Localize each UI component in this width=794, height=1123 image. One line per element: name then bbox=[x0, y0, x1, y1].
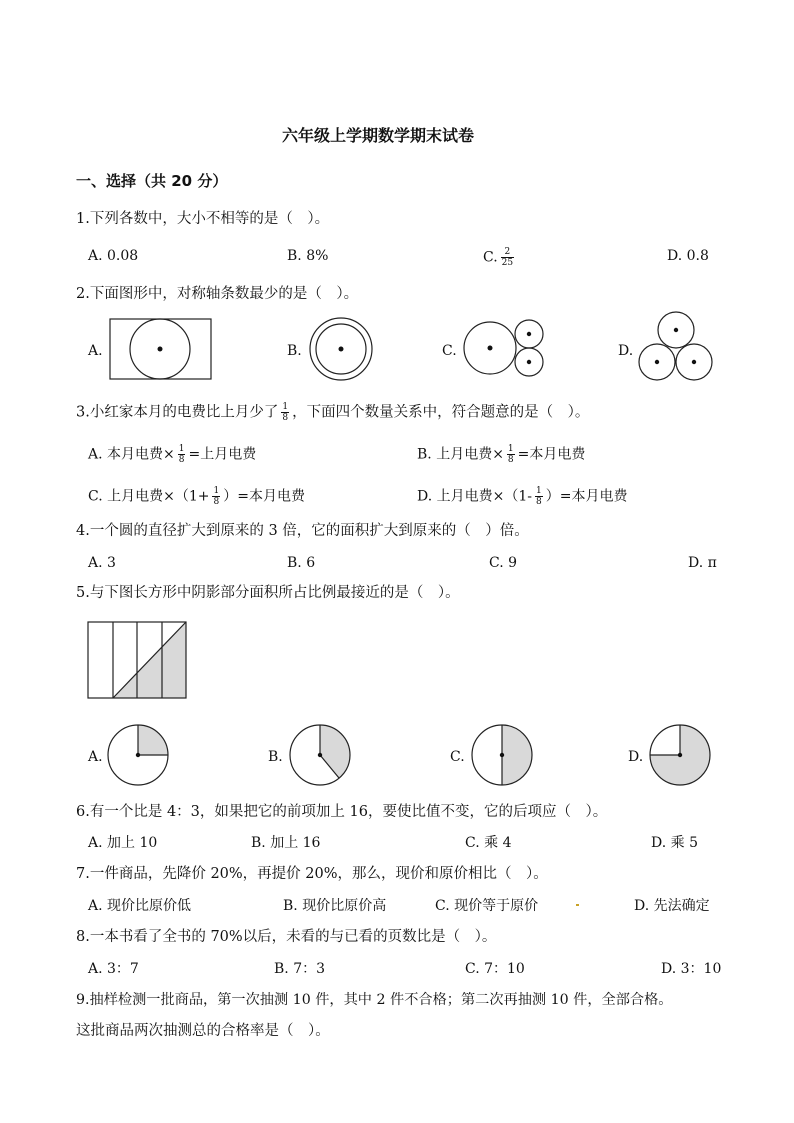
q3-text-post: ，下面四个数量关系中，符合题意的是（ ）。 bbox=[292, 404, 590, 421]
q6-option-d[interactable]: D. 乘 5 bbox=[651, 835, 698, 851]
question-4: 4.一个圆的直径扩大到原来的 3 倍，它的面积扩大到原来的（ ）倍。 bbox=[76, 523, 529, 539]
q7-option-a[interactable]: A. 现价比原价低 bbox=[88, 898, 192, 914]
q6-option-c[interactable]: C. 乘 4 bbox=[465, 835, 512, 851]
fraction: $\frac{1}{8}$ bbox=[536, 486, 542, 507]
q3-d-pre: D. 上月电费×（1- bbox=[417, 488, 532, 505]
q4-option-c[interactable]: C. 9 bbox=[489, 555, 518, 571]
q7-option-b[interactable]: B. 现价比原价高 bbox=[283, 898, 387, 914]
fraction: $\frac{1}{8}$ bbox=[213, 486, 220, 507]
q1-option-b[interactable]: B. 8% bbox=[287, 248, 329, 264]
q4-option-d[interactable]: D. π bbox=[688, 555, 717, 571]
q1-option-a[interactable]: A. 0.08 bbox=[88, 248, 139, 264]
q3-b-post: =本月电费 bbox=[517, 446, 586, 463]
fraction: $\frac{1}{8}$ bbox=[507, 444, 514, 465]
q2-option-a[interactable]: A. bbox=[88, 343, 103, 359]
question-8: 8.一本书看了全书的 70%以后，未看的与已看的页数比是（ ）。 bbox=[76, 929, 497, 945]
question-9-line-1: 9.抽样检测一批商品，第一次抽测 10 件，其中 2 件不合格；第二次再抽测 10 件，全部合格。 bbox=[76, 992, 673, 1008]
q4-option-a[interactable]: A. 3 bbox=[88, 555, 116, 571]
q4-option-b[interactable]: B. 6 bbox=[287, 555, 316, 571]
q7-option-c[interactable]: C. 现价等于原价 bbox=[435, 898, 539, 914]
fraction: $\frac{1}{8}$ bbox=[282, 402, 289, 423]
q8-option-d[interactable]: D. 3：10 bbox=[661, 961, 722, 977]
q2-option-d[interactable]: D. bbox=[618, 343, 634, 359]
q3-c-pre: C. 上月电费×（1+ bbox=[88, 488, 210, 505]
fraction: $\frac{1}{8}$ bbox=[178, 444, 185, 465]
q2-option-c[interactable]: C. bbox=[442, 343, 457, 359]
q1-option-d[interactable]: D. 0.8 bbox=[667, 248, 709, 264]
q3-c-post: ）=本月电费 bbox=[223, 488, 305, 505]
stray-mark bbox=[576, 904, 579, 906]
question-1: 1.下列各数中，大小不相等的是（ ）。 bbox=[76, 211, 330, 227]
q3-d-post: ）=本月电费 bbox=[545, 488, 628, 505]
q8-option-c[interactable]: C. 7：10 bbox=[465, 961, 525, 977]
question-9-line-2: 这批商品两次抽测总的合格率是（ ）。 bbox=[76, 1023, 330, 1039]
q6-option-b[interactable]: B. 加上 16 bbox=[251, 835, 321, 851]
fraction: $\frac{2}{25}$ bbox=[501, 247, 514, 268]
question-5: 5.与下图长方形中阴影部分面积所占比例最接近的是（ ）。 bbox=[76, 585, 460, 601]
q5-option-c[interactable]: C. bbox=[450, 749, 465, 765]
q3-text-pre: 3.小红家本月的电费比上月少了 bbox=[76, 404, 279, 421]
q7-option-d[interactable]: D. 先法确定 bbox=[634, 898, 710, 914]
q8-option-b[interactable]: B. 7：3 bbox=[274, 961, 326, 977]
question-6: 6.有一个比是 4：3，如果把它的前项加上 16，要使比值不变，它的后项应（ ）。 bbox=[76, 804, 608, 820]
q5-option-b[interactable]: B. bbox=[268, 749, 283, 765]
question-2: 2.下面图形中，对称轴条数最少的是（ ）。 bbox=[76, 286, 359, 302]
question-7: 7.一件商品，先降价 20%，再提价 20%，那么，现价和原价相比（ ）。 bbox=[76, 866, 548, 882]
q8-option-a[interactable]: A. 3：7 bbox=[88, 961, 139, 977]
section-heading: 一、选择（共 20 分） bbox=[76, 172, 228, 190]
q5-option-a[interactable]: A. bbox=[88, 749, 103, 765]
q3-a-pre: A. 本月电费× bbox=[88, 446, 175, 463]
q5-option-d[interactable]: D. bbox=[628, 749, 644, 765]
q3-a-post: =上月电费 bbox=[188, 446, 257, 463]
q6-option-a[interactable]: A. 加上 10 bbox=[88, 835, 158, 851]
page-title: 六年级上学期数学期末试卷 bbox=[282, 126, 475, 145]
q3-b-pre: B. 上月电费× bbox=[417, 446, 504, 463]
q1-option-c-label: C. bbox=[483, 249, 498, 266]
q2-option-b[interactable]: B. bbox=[287, 343, 302, 359]
